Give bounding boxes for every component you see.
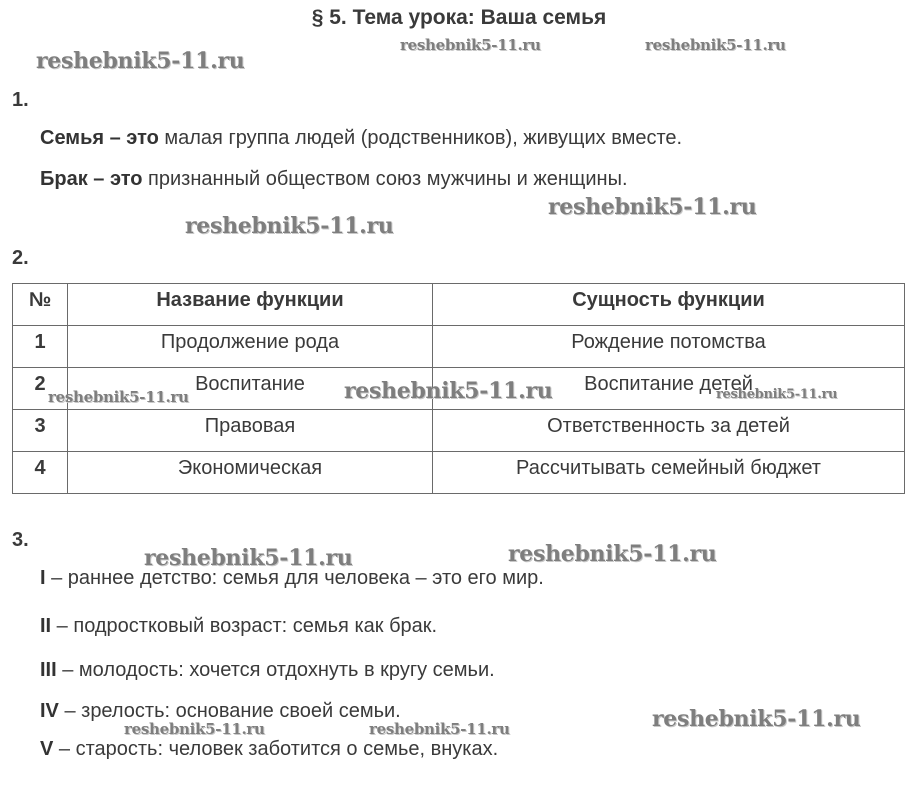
section-1-number: 1. — [12, 89, 29, 111]
watermark: reshebnik5-11.ru — [369, 720, 510, 738]
row-number: 1 — [13, 326, 68, 368]
function-name: Экономическая — [68, 452, 433, 494]
table-row — [13, 452, 905, 494]
definition-marriage-term: Брак – это — [40, 168, 143, 190]
row-number: 2 — [13, 368, 68, 410]
function-essence: Рождение потомства — [433, 326, 905, 368]
definition-marriage — [40, 168, 628, 191]
section-2-number: 2. — [12, 247, 29, 269]
header-function-essence: Сущность функции — [433, 284, 905, 326]
watermark: reshebnik5-11.ru — [548, 194, 757, 220]
life-stage-text: – молодость: хочется отдохнуть в кругу семьи. — [56, 659, 495, 681]
watermark: reshebnik5-11.ru — [344, 378, 553, 404]
definition-family-term: Семья – это — [40, 127, 159, 149]
header-number: № — [13, 284, 68, 326]
life-stage-item — [40, 615, 437, 638]
watermark: reshebnik5-11.ru — [716, 387, 838, 402]
life-stage-item — [40, 659, 495, 682]
definition-family-text: малая группа людей (родственников), живущих вместе. — [158, 127, 683, 149]
definition-marriage-text: признанный обществом союз мужчины и женщины. — [142, 168, 628, 190]
function-name: Правовая — [68, 410, 433, 452]
life-stage-text: – раннее детство: семья для человека – это его мир. — [45, 567, 544, 589]
function-name: Продолжение рода — [68, 326, 433, 368]
life-stage-text: – старость: человек заботится о семье, внуках. — [53, 738, 499, 760]
life-stage-item — [40, 738, 498, 761]
life-stage-text: – подростковый возраст: семья как брак. — [51, 615, 438, 637]
life-stage-roman: III — [40, 659, 57, 681]
life-stage-roman: V — [40, 738, 54, 760]
header-function-name: Название функции — [68, 284, 433, 326]
life-stage-roman: IV — [40, 700, 59, 722]
row-number: 3 — [13, 410, 68, 452]
function-essence: Воспитание детей — [433, 368, 905, 410]
row-number: 4 — [13, 452, 68, 494]
life-stage-roman: II — [40, 615, 52, 637]
life-stage-roman: I — [40, 567, 46, 589]
table-row — [13, 326, 905, 368]
watermark: reshebnik5-11.ru — [645, 36, 786, 54]
watermark: reshebnik5-11.ru — [508, 541, 717, 567]
function-essence: Рассчитывать семейный бюджет — [433, 452, 905, 494]
definition-family — [40, 127, 682, 150]
watermark: reshebnik5-11.ru — [400, 36, 541, 54]
watermark: reshebnik5-11.ru — [185, 213, 394, 239]
table-header-row — [13, 284, 905, 326]
life-stage-text: – зрелость: основание своей семьи. — [58, 700, 401, 722]
table-row — [13, 410, 905, 452]
watermark: reshebnik5-11.ru — [48, 388, 189, 406]
watermark: reshebnik5-11.ru — [652, 706, 861, 732]
function-name: Воспитание — [68, 368, 433, 410]
function-essence: Ответственность за детей — [433, 410, 905, 452]
section-3-number: 3. — [12, 529, 29, 551]
watermark: reshebnik5-11.ru — [36, 48, 245, 74]
page-title: § 5. Тема урока: Ваша семья — [311, 6, 607, 29]
watermark: reshebnik5-11.ru — [124, 720, 265, 738]
watermark: reshebnik5-11.ru — [144, 545, 353, 571]
